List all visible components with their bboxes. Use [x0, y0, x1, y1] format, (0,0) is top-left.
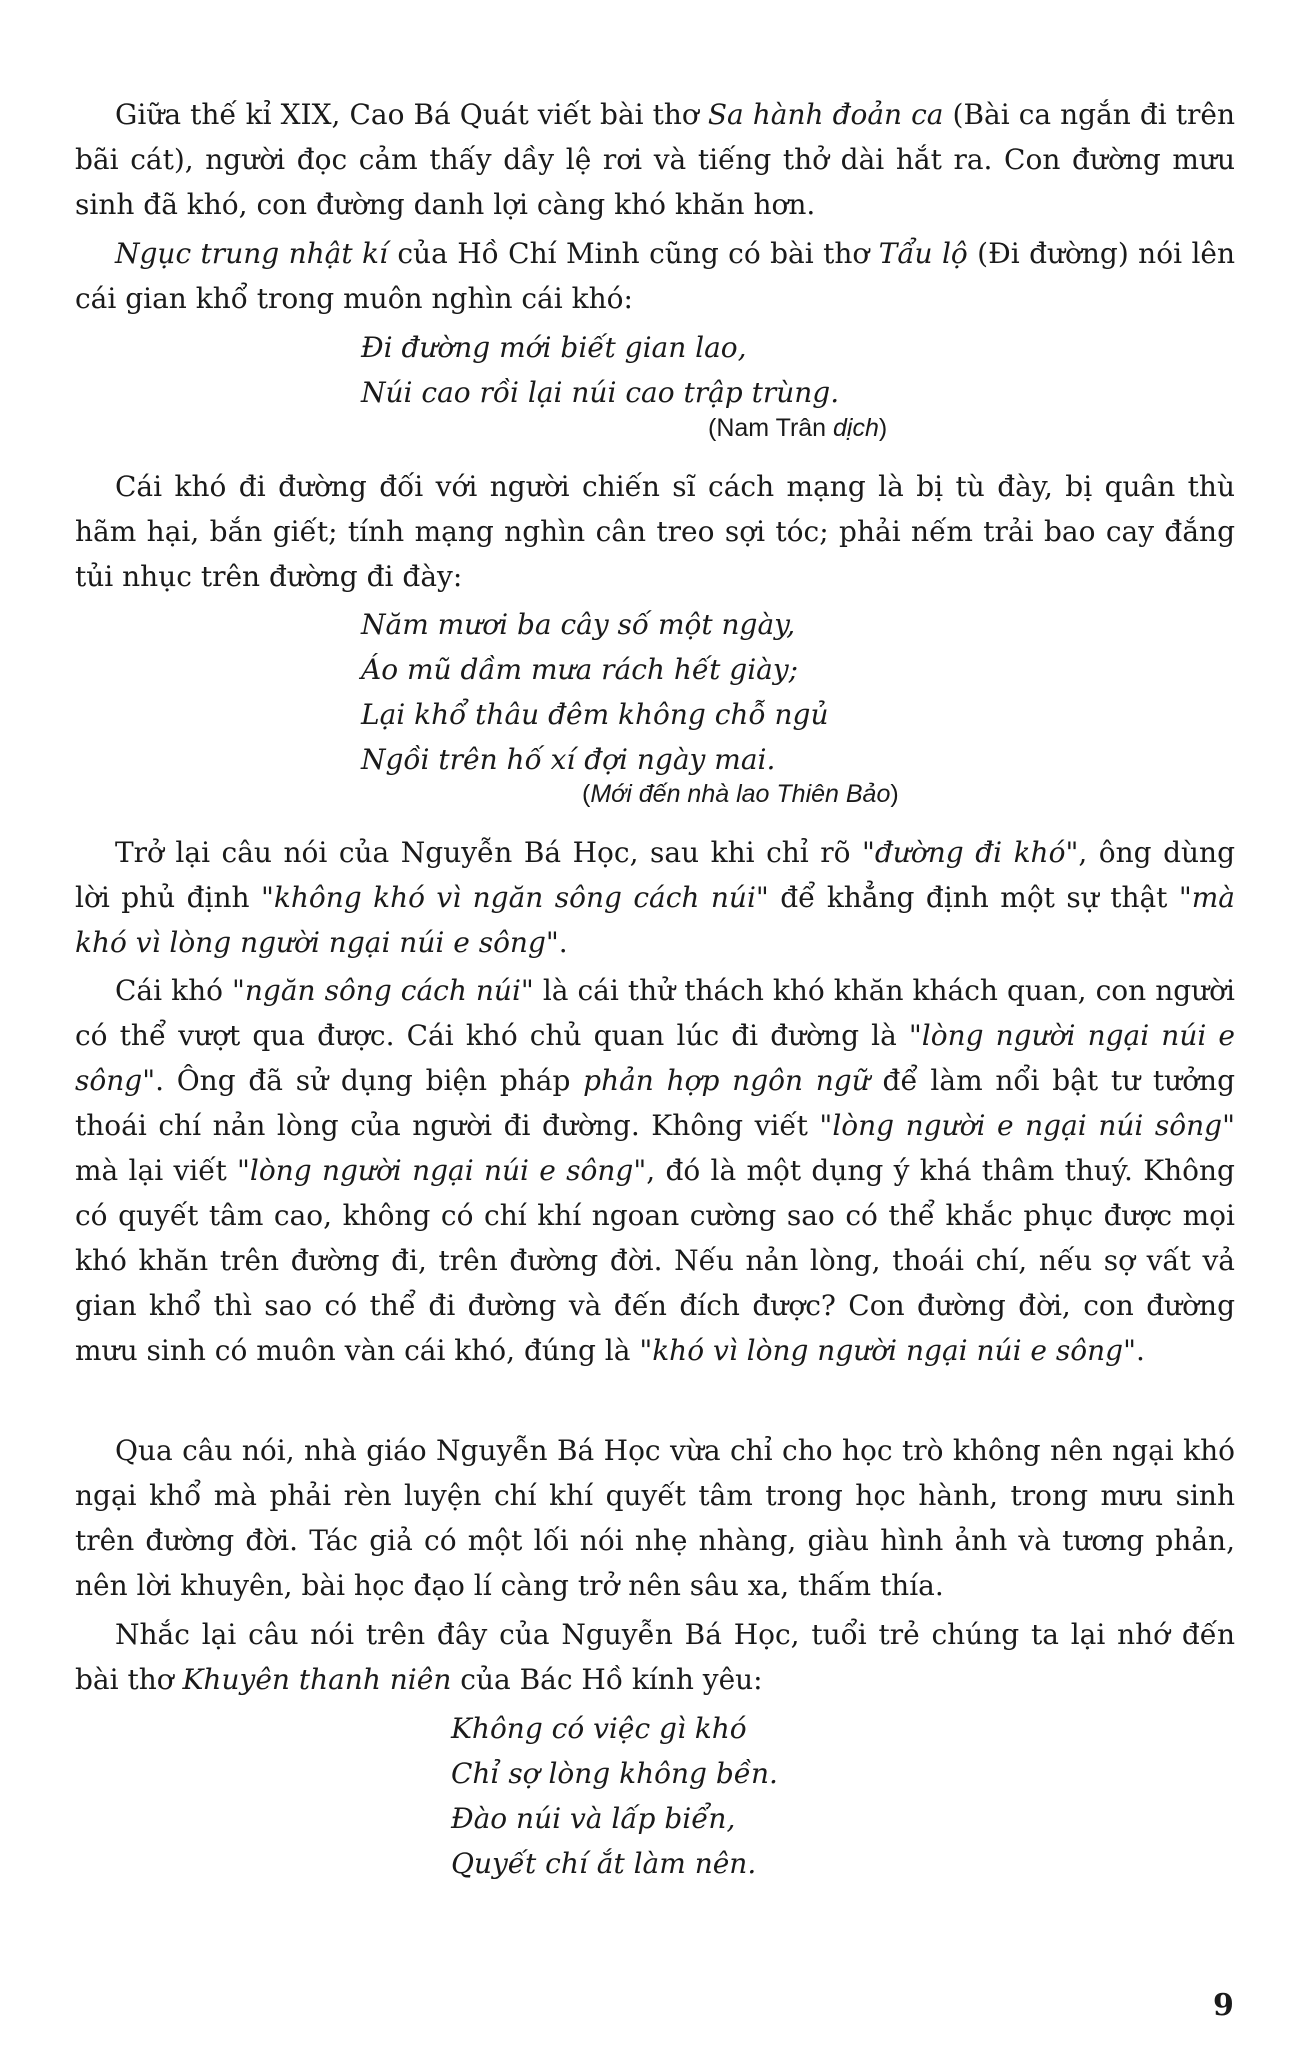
paragraph-5: Cái khó "ngăn sông cách núi" là cái thử thách khó khăn khách quan, con người có thể vượt qua được. Cái khó chủ quan lúc đi đường là "lòng người ngại núi e sông". Ông đã sử dụng biện pháp phản hợp ngôn ngữ để làm nổi bật tư tưởng thoái chí nản lòng của người đi đường. Không viết "lòng người e ngại núi sông" mà lại viết "lòng người ngại núi e sông", đó là một dụng ý khá thâm thuý. Không có quyết tâm cao, không có chí khí ngoan cường sao có thể khắc phục được mọi khó khăn trên đường đi, trên đường đời. Nếu nản lòng, thoái chí, nếu sợ vất vả gian khổ thì sao có thể đi đường và đến đích được? Con đường đời, con đường mưu sinh có muôn vàn cái khó, đúng là "khó vì lòng người ngại núi e sông". — [75, 974, 1236, 1367]
poem-title-tau-lo: Tẩu lộ — [878, 237, 968, 270]
paragraph-2-text-b: của Hồ Chí Minh cũng có bài thơ — [387, 237, 879, 270]
paragraph-2-text-d: (Đi đường) nói lên cái gian khổ trong muôn nghìn cái khó: — [75, 237, 1235, 315]
poem-title-khuyen-thanh-nien: Khuyên thanh niên — [182, 1663, 452, 1696]
poem-3 — [451, 1706, 778, 1886]
paragraph-3-text: Cái khó đi đường đối với người chiến sĩ cách mạng là bị tù đày, bị quân thù hãm hại, bắn giết; tính mạng nghìn cân treo sợi tóc; phải nếm trải bao cay đắng tủi nhục trên đường đi đày: — [75, 470, 1235, 593]
poem-1-line-1: Đi đường mới biết gian lao, — [361, 331, 747, 364]
paragraph-3 — [75, 464, 1235, 599]
poem-3-line-1: Không có việc gì khó — [451, 1712, 747, 1745]
poem-2-line-1: Năm mươi ba cây số một ngày, — [361, 608, 796, 641]
book-title-nguc-trung-nhat-ki: Ngục trung nhật kí — [115, 237, 388, 270]
poem-3-line-2: Chỉ sợ lòng không bền. — [451, 1757, 778, 1790]
poem-1-attribution: (Nam Trân dịch) — [708, 414, 888, 442]
paragraph-6 — [75, 1428, 1235, 1608]
page-number: 9 — [1213, 1988, 1234, 2023]
poem-1-line-2: Núi cao rồi lại núi cao trập trùng. — [361, 376, 840, 409]
poem-2 — [361, 602, 828, 782]
poem-2-attribution: (Mới đến nhà lao Thiên Bảo) — [582, 780, 899, 808]
poem-2-line-3: Lại khổ thâu đêm không chỗ ngủ — [361, 698, 829, 731]
poem-2-line-4: Ngồi trên hố xí đợi ngày mai. — [361, 743, 776, 776]
poem-3-line-4: Quyết chí ắt làm nên. — [451, 1847, 757, 1880]
paragraph-1-text-c: (Bài ca ngắn đi trên bãi cát), người đọc cảm thấy dầy lệ rơi và tiếng thở dài hắt ra. Con đường mưu sinh đã khó, con đường danh lợi càng khó khăn hơn. — [75, 98, 1236, 221]
poem-1 — [361, 325, 839, 415]
paragraph-6-text: Qua câu nói, nhà giáo Nguyễn Bá Học vừa chỉ cho học trò không nên ngại khó ngại khổ mà phải rèn luyện chí khí quyết tâm trong học hành, trong mưu sinh trên đường đời. Tác giả có một lối nói nhẹ nhàng, giàu hình ảnh và tương phản, nên lời khuyên, bài học đạo lí càng trở nên sâu xa, thấm thía. — [75, 1434, 1235, 1602]
poem-title-sa-hanh-doan-ca: Sa hành đoản ca — [707, 98, 944, 131]
poem-3-line-3: Đào núi và lấp biển, — [451, 1802, 736, 1835]
paragraph-4: Trở lại câu nói của Nguyễn Bá Học, sau khi chỉ rõ "đường đi khó", ông dùng lời phủ định "không khó vì ngăn sông cách núi" để khẳng định một sự thật "mà khó vì lòng người ngại núi e sông". — [75, 836, 1235, 959]
poem-2-line-2: Áo mũ dầm mưa rách hết giày; — [361, 653, 799, 686]
paragraph-1 — [75, 92, 1235, 227]
paragraph-2 — [75, 231, 1235, 321]
paragraph-1-text-a: Giữa thế kỉ XIX, Cao Bá Quát viết bài thơ — [115, 98, 708, 131]
paragraph-7: Nhắc lại câu nói trên đây của Nguyễn Bá Học, tuổi trẻ chúng ta lại nhớ đến bài thơ Khuyên thanh niên của Bác Hồ kính yêu: — [75, 1618, 1235, 1696]
